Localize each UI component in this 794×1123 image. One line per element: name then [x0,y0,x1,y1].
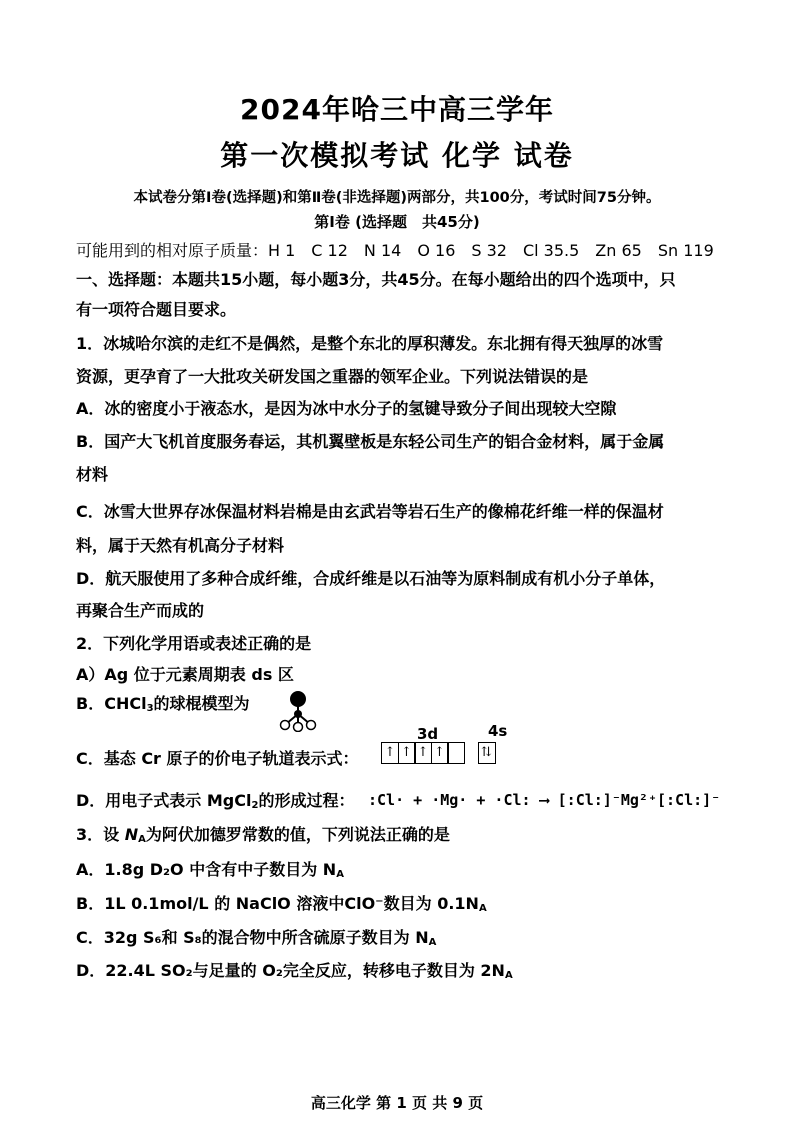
q2-option-b: B．CHCl$_3$的球棍模型为 [76,694,250,714]
ball-stick-model-icon [278,690,318,732]
title-line-2: 第一次模拟考试 化学 试卷 [220,139,574,172]
page-footer: 高三化学 第 1 页 共 9 页 [310,1094,484,1112]
atomic-masses: 可能用到的相对原子质量：H 1 C 12 N 14 O 16 S 32 Cl 35.5 Zn 65 Sn 119 [76,241,714,260]
q1-stem-1: 1．冰城哈尔滨的走红不是偶然，是整个东北的厚积薄发。东北拥有得天独厚的冰雪 [76,334,664,353]
orbital-label-4s: 4s [488,722,508,740]
q3-stem: 3．设 $N_A$为阿伏加德罗常数的值，下列说法正确的是 [76,825,450,845]
orbital-box-3d-2: ↑ [398,742,416,764]
q2-option-c: C．基态 Cr 原子的价电子轨道表示式： [76,749,359,768]
q1-option-a: A．冰的密度小于液态水，是因为冰中水分子的氢键导致分子间出现较大空隙 [76,399,617,418]
orbital-box-3d-5 [447,742,465,764]
q1-option-c-1: C．冰雪大世界存冰保温材料岩棉是由玄武岩等岩石生产的像棉花纤维一样的保温材 [76,502,664,521]
part1-instructions-2: 有一项符合题目要求。 [76,300,237,319]
q3-option-b: B．1L 0.1mol/L 的 NaClO 溶液中ClO⁻数目为 $0.1N_A$ [76,894,487,914]
title-line-1: 2024年哈三中高三学年 [240,93,554,126]
part1-instructions-1: 一、选择题：本题共15小题，每小题3分，共45分。在每小题给出的四个选项中，只 [76,270,676,289]
q1-option-d-1: D．航天服使用了多种合成纤维，合成纤维是以石油等为原料制成有机小分子单体， [76,569,666,588]
q2-option-d: D．用电子式表示 MgCl$_2$的形成过程： [76,791,355,811]
orbital-box-3d-4: ↑ [431,742,449,764]
orbital-label-3d: 3d [417,725,439,743]
electron-dot-formula-icon: :Cl· + ·Mg· + ·Cl: ⟶ [:Cl:]⁻Mg²⁺[:Cl:]⁻ [368,791,721,809]
section-1-heading: 第Ⅰ卷 (选择题 共45分) [314,213,480,231]
q1-option-b-1: B．国产大飞机首度服务春运，其机翼壁板是东轻公司生产的铝合金材料，属于金属 [76,432,665,451]
q3-option-a: A．1.8g D₂O 中含有中子数目为 $N_A$ [76,860,344,880]
q3-option-c: C．32g S₆和 S₈的混合物中所含硫原子数目为 $N_A$ [76,928,437,948]
q2-option-a: A）Ag 位于元素周期表 ds 区 [76,665,294,684]
orbital-diagram-icon [381,742,494,764]
q3-option-d: D．22.4L SO₂与足量的 O₂完全反应，转移电子数目为 $2N_A$ [76,961,513,981]
q2-stem: 2．下列化学用语或表述正确的是 [76,634,312,653]
orbital-box-3d-1: ↑ [381,742,399,764]
q1-option-d-2: 再聚合生产而成的 [76,601,205,620]
intro-text: 本试卷分第Ⅰ卷(选择题)和第Ⅱ卷(非选择题)两部分，共100分，考试时间75分钟。 [133,190,661,206]
q1-option-c-2: 料，属于天然有机高分子材料 [76,536,285,555]
q1-option-b-2: 材料 [76,465,109,484]
q1-stem-2: 资源，更孕育了一大批攻关研发国之重器的领军企业。下列说法错误的是 [76,367,589,386]
orbital-box-3d-3: ↑ [414,742,432,764]
orbital-box-4s: ⇅ [478,742,496,764]
